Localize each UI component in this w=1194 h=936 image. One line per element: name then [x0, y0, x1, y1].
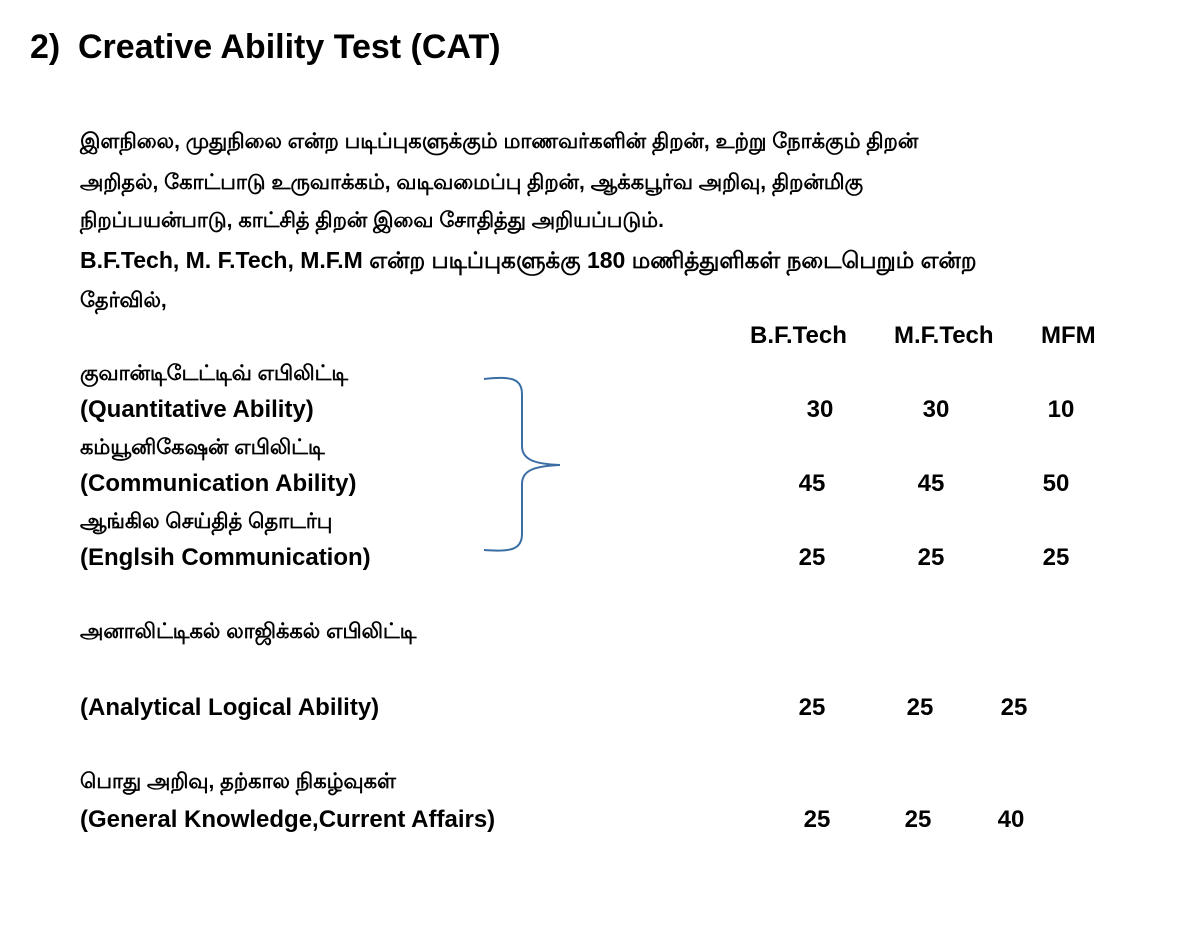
section-number: 2)	[30, 28, 61, 66]
english-communication-mfm-value: 25	[1042, 544, 1070, 571]
column-header-bftech: B.F.Tech	[750, 322, 847, 349]
intro-line-3: நிறப்பயன்பாடு, காட்சித் திறன் இவை சோதித்து அறியப்படும்.	[80, 209, 664, 232]
communication-mfm-value: 50	[1042, 470, 1070, 497]
section-heading: Creative Ability Test (CAT)	[78, 28, 501, 66]
english-communication-bftech-value: 25	[798, 544, 826, 571]
quantitative-english-label: (Quantitative Ability)	[80, 396, 314, 423]
quantitative-mfm-value: 10	[1047, 396, 1075, 423]
english-communication-english-label: (Englsih Communication)	[80, 544, 371, 571]
intro-line-2: அறிதல், கோட்பாடு உருவாக்கம், வடிவமைப்பு திறன், ஆக்கபூர்வ அறிவு, திறன்மிகு	[80, 171, 864, 194]
intro-line-5: தேர்வில்,	[80, 289, 167, 312]
curly-brace-icon	[480, 374, 570, 559]
intro-line-1: இளநிலை, முதுநிலை என்ற படிப்புகளுக்கும் மாணவர்களின் திறன், உற்று நோக்கும் திறன்	[80, 130, 919, 153]
section-title	[30, 28, 501, 67]
general-knowledge-mfm-value: 40	[997, 806, 1025, 833]
analytical-english-label: (Analytical Logical Ability)	[80, 694, 380, 721]
analytical-mftech-value: 25	[906, 694, 934, 721]
column-header-mftech: M.F.Tech	[894, 322, 994, 349]
general-knowledge-tamil-label: பொது அறிவு, தற்கால நிகழ்வுகள்	[80, 770, 397, 793]
analytical-bftech-value: 25	[798, 694, 826, 721]
analytical-mfm-value: 25	[1000, 694, 1028, 721]
column-header-mfm: MFM	[1041, 322, 1096, 349]
general-knowledge-mftech-value: 25	[904, 806, 932, 833]
communication-bftech-value: 45	[798, 470, 826, 497]
quantitative-tamil-label: குவான்டிடேட்டிவ் எபிலிட்டி	[80, 362, 349, 385]
communication-english-label: (Communication Ability)	[80, 470, 357, 497]
communication-tamil-label: கம்யூனிகேஷன் எபிலிட்டி	[80, 436, 325, 459]
quantitative-mftech-value: 30	[922, 396, 950, 423]
intro-line-4: B.F.Tech, M. F.Tech, M.F.M என்ற படிப்புகளுக்கு 180 மணித்துளிகள் நடைபெறும் என்ற	[80, 247, 977, 273]
quantitative-bftech-value: 30	[806, 396, 834, 423]
english-communication-tamil-label: ஆங்கில செய்தித் தொடர்பு	[80, 510, 333, 533]
general-knowledge-bftech-value: 25	[803, 806, 831, 833]
general-knowledge-english-label: (General Knowledge,Current Affairs)	[80, 806, 496, 833]
analytical-tamil-label: அனாலிட்டிகல் லாஜிக்கல் எபிலிட்டி	[80, 620, 417, 643]
communication-mftech-value: 45	[917, 470, 945, 497]
english-communication-mftech-value: 25	[917, 544, 945, 571]
